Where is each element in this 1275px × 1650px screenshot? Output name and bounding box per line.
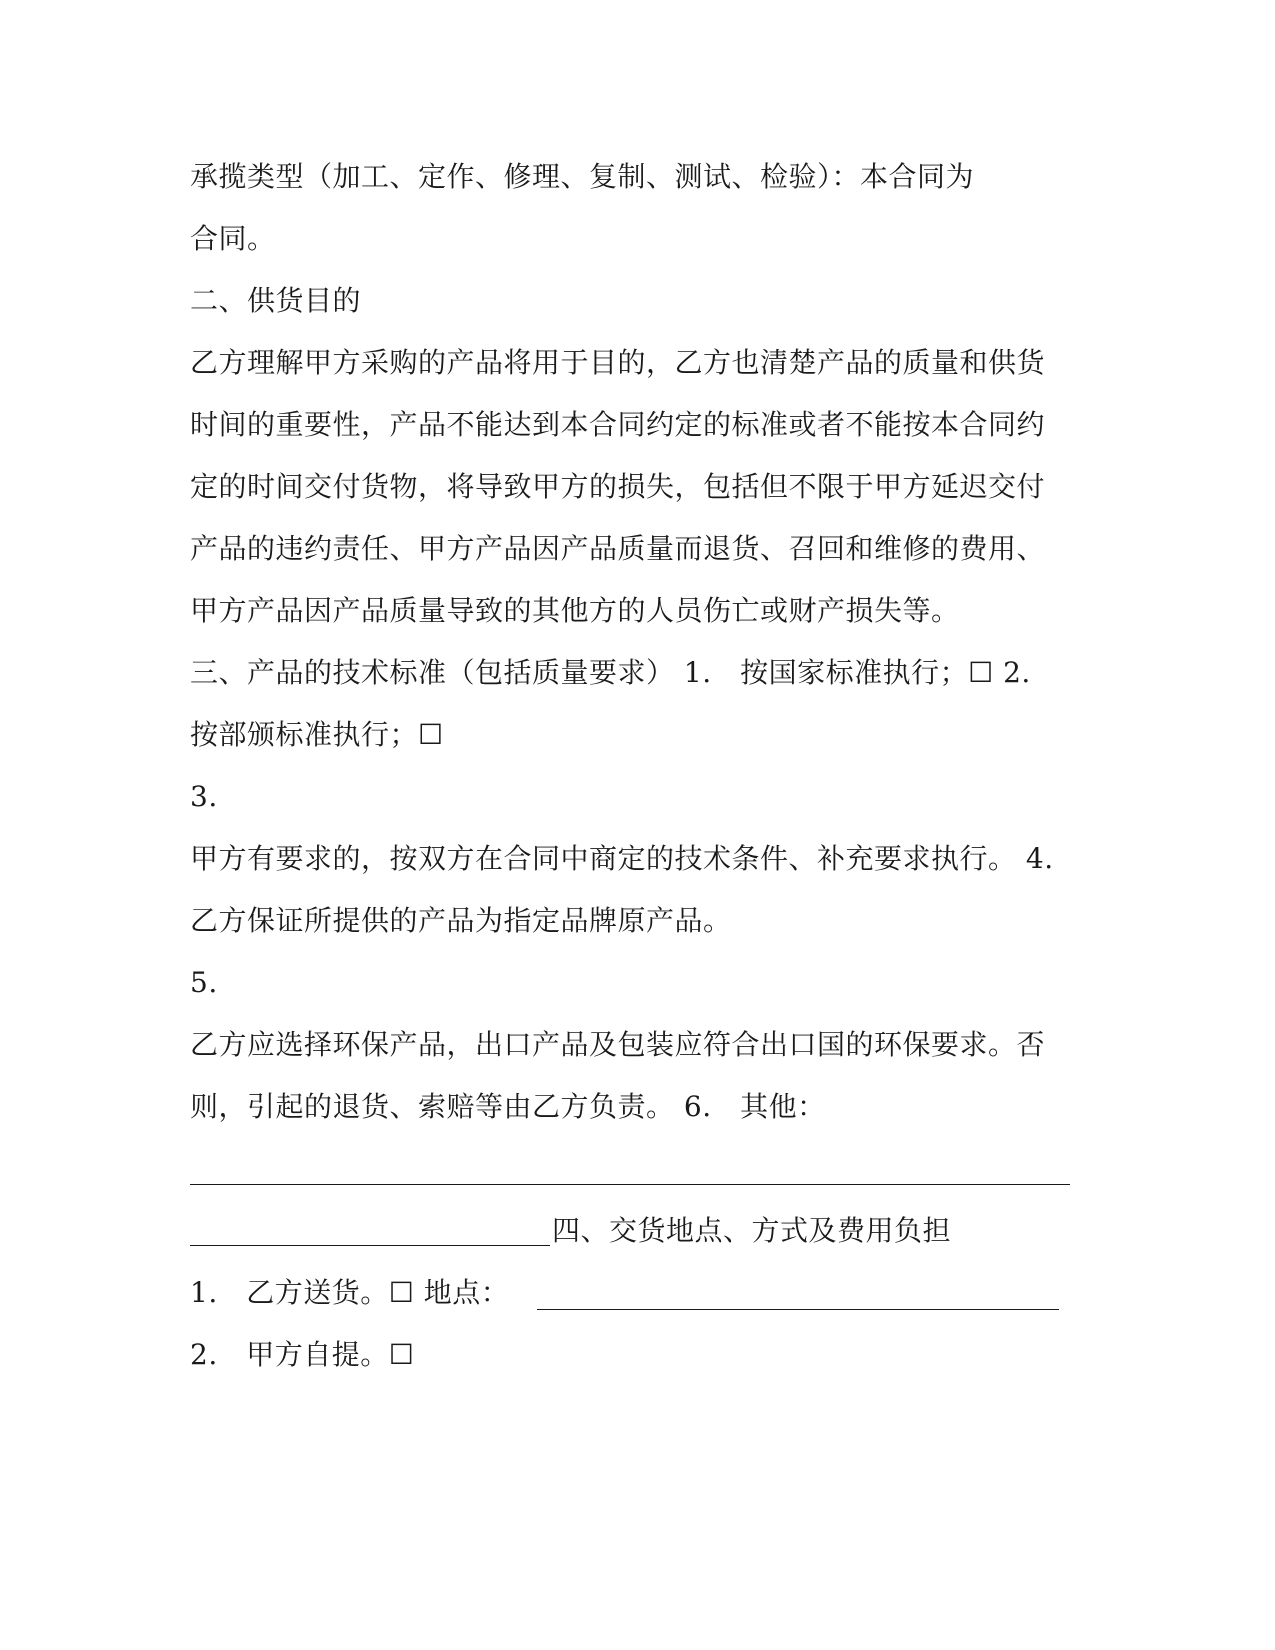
list-number: 3. [190, 780, 218, 813]
clause-contract-type-end: 合同。 [190, 222, 276, 255]
paragraph-line: 则，引起的退货、索赔等由乙方负责。 6. 其他： [190, 1090, 826, 1123]
paragraph-line: 按部颁标准执行；☐ [190, 718, 444, 751]
delivery-option-self-pickup: 2. 甲方自提。☐ [190, 1338, 415, 1371]
blank-underline [190, 1245, 550, 1246]
paragraph-line: 产品的违约责任、甲方产品因产品质量而退货、召回和维修的费用、 [190, 532, 1046, 565]
delivery-option-supplier: 1. 乙方送货。☐ 地点： [190, 1276, 510, 1309]
paragraph-line: 甲方有要求的，按双方在合同中商定的技术条件、补充要求执行。 4. [190, 842, 1054, 875]
paragraph-line: 乙方理解甲方采购的产品将用于目的，乙方也清楚产品的质量和供货 [190, 346, 1046, 379]
section-heading-supply-purpose: 二、供货目的 [190, 284, 362, 317]
paragraph-line: 甲方产品因产品质量导致的其他方的人员伤亡或财产损失等。 [190, 594, 960, 627]
location-underline [537, 1309, 1059, 1310]
paragraph-line: 时间的重要性，产品不能达到本合同约定的标准或者不能按本合同约 [190, 408, 1046, 441]
section-heading-delivery: 四、交货地点、方式及费用负担 [552, 1214, 952, 1247]
section-heading-technical-standard: 三、产品的技术标准（包括质量要求） 1. 按国家标准执行；☐ 2. [190, 656, 1031, 689]
list-number: 5. [190, 966, 218, 999]
paragraph-line: 乙方应选择环保产品，出口产品及包装应符合出口国的环保要求。否 [190, 1028, 1046, 1061]
paragraph-line: 定的时间交付货物，将导致甲方的损失，包括但不限于甲方延迟交付 [190, 470, 1046, 503]
clause-contract-type: 承揽类型（加工、定作、修理、复制、测试、检验）：本合同为 [190, 160, 975, 193]
blank-underline [190, 1184, 1070, 1185]
paragraph-line: 乙方保证所提供的产品为指定品牌原产品。 [190, 904, 732, 937]
